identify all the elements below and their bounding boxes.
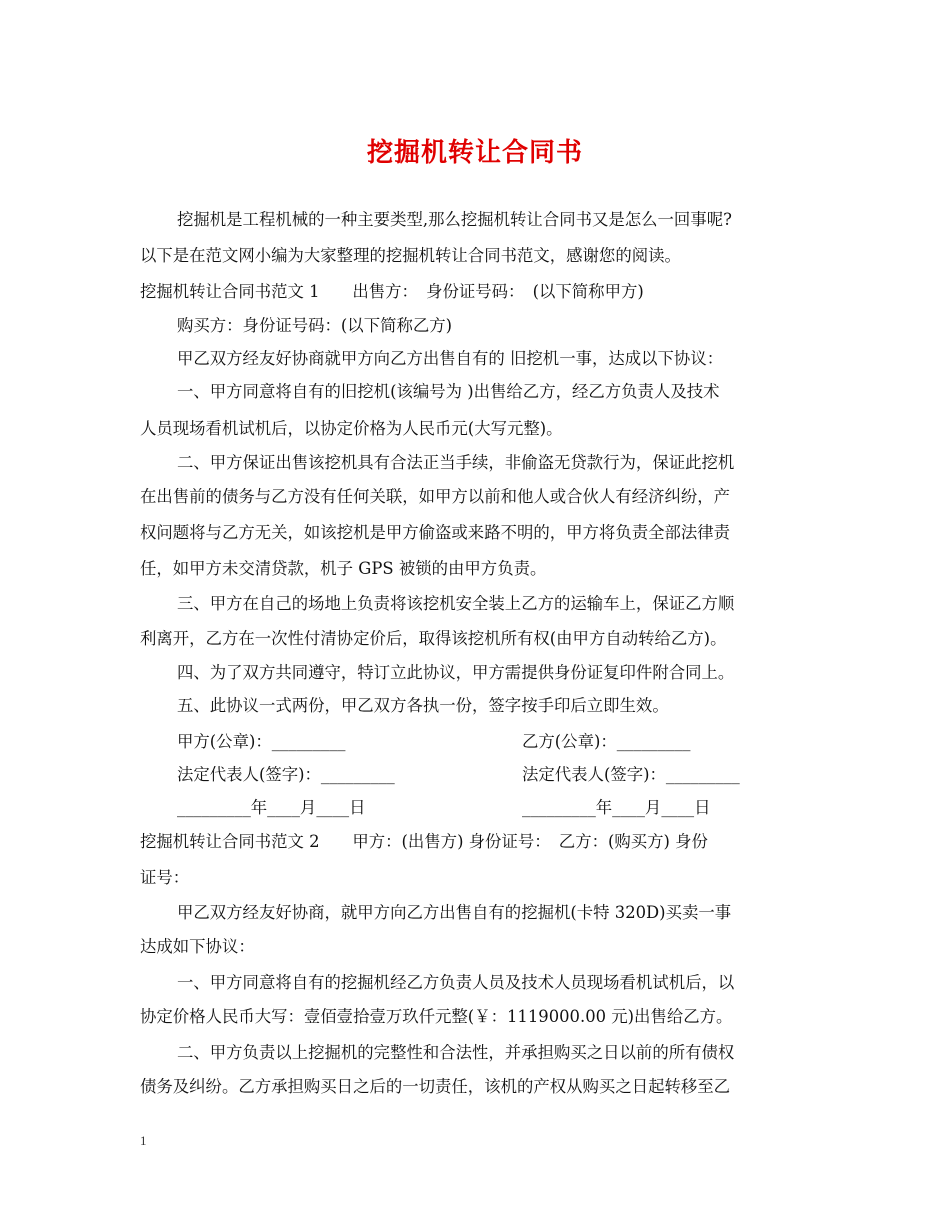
clause-line: 利离开，乙方在一次性付清协定价后，取得该挖机所有权(由甲方自动转给乙方)。 <box>140 629 727 648</box>
clause-line: 二、甲方负责以上挖掘机的完整性和合法性，并承担购买之日以前的所有债权 <box>177 1043 735 1062</box>
clause-line: 一、甲方同意将自有的旧挖机(该编号为 )出售给乙方，经乙方负责人及技术 <box>177 382 720 401</box>
paragraph-line: 挖掘机是工程机械的一种主要类型,那么挖掘机转让合同书又是怎么一回事呢? <box>177 210 732 229</box>
paragraph-line: 甲乙双方经友好协商，就甲方向乙方出售自有的挖掘机(卡特 320D)买卖一事 <box>177 903 732 922</box>
party-b-rep-field: 法定代表人(签字)：_________ <box>522 765 740 784</box>
clause-line: 一、甲方同意将自有的挖掘机经乙方负责人员及技术人员现场看机试机后，以 <box>177 973 735 992</box>
sample-1-heading: 挖掘机转让合同书范文 1 出售方： 身份证号码： (以下简称甲方) <box>140 282 644 301</box>
clause-line: 五、此协议一式两份，甲乙双方各执一份，签字按手印后立即生效。 <box>177 696 669 715</box>
paragraph-line: 证号： <box>140 868 190 887</box>
clause-line: 权问题将与乙方无关，如该挖机是甲方偷盗或来路不明的，甲方将负责全部法律责 <box>140 523 731 542</box>
party-a-rep-field: 法定代表人(签字)：_________ <box>177 765 395 784</box>
clause-line: 协定价格人民币大写：壹佰壹拾壹万玖仟元整(￥：1119000.00 元)出售给乙方。 <box>140 1007 733 1026</box>
party-a-date-field: _________年____月____日 <box>177 798 366 817</box>
document-title: 挖掘机转让合同书 <box>366 138 583 168</box>
sample-2-heading: 挖掘机转让合同书范文 2 甲方：(出售方) 身份证号： 乙方：(购买方) 身份 <box>140 832 708 851</box>
party-a-seal-field: 甲方(公章)：_________ <box>177 732 346 751</box>
page-number: 1 <box>140 1133 147 1148</box>
paragraph-line: 购买方：身份证号码：(以下简称乙方) <box>177 316 453 335</box>
clause-line: 二、甲方保证出售该挖机具有合法正当手续，非偷盗无贷款行为，保证此挖机 <box>177 453 735 472</box>
paragraph-line: 甲乙双方经友好协商就甲方向乙方出售自有的 旧挖机一事，达成以下协议： <box>177 349 724 368</box>
clause-line: 债务及纠纷。乙方承担购买日之后的一切责任，该机的产权从购买之日起转移至乙 <box>140 1077 731 1096</box>
party-b-seal-field: 乙方(公章)：_________ <box>522 732 691 751</box>
clause-line: 在出售前的债务与乙方没有任何关联，如甲方以前和他人或合伙人有经济纠纷，产 <box>140 487 731 506</box>
clause-line: 人员现场看机试机后，以协定价格为人民币元(大写元整)。 <box>140 419 563 438</box>
clause-line: 任，如甲方未交清贷款，机子 GPS 被锁的由甲方负责。 <box>140 559 547 578</box>
party-b-date-field: _________年____月____日 <box>522 798 711 817</box>
clause-line: 四、为了双方共同遵守，特订立此协议，甲方需提供身份证复印件附合同上。 <box>177 663 735 682</box>
paragraph-line: 以下是在范文网小编为大家整理的挖掘机转让合同书范文，感谢您的阅读。 <box>140 246 681 265</box>
clause-line: 三、甲方在自己的场地上负责将该挖机安全装上乙方的运输车上，保证乙方顺 <box>177 594 735 613</box>
paragraph-line: 达成如下协议： <box>140 937 255 956</box>
